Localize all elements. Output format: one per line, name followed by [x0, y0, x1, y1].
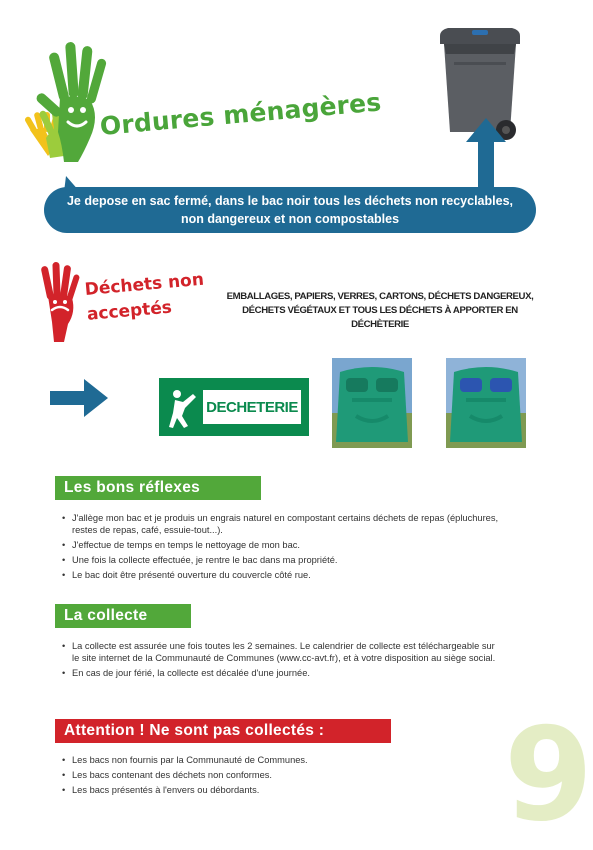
list-item: • En cas de jour férié, la collecte est décalée d'une journée. [62, 668, 502, 680]
composter-image [446, 358, 526, 448]
section-title-collecte: La collecte [55, 604, 191, 628]
list-item: • Les bacs contenant des déchets non conformes. [62, 770, 462, 782]
arrow-up-icon [466, 118, 506, 196]
decheterie-sign [159, 378, 309, 436]
section-title-reflexes: Les bons réflexes [55, 476, 261, 500]
red-hand-icon [38, 262, 80, 342]
section-title-attention: Attention ! Ne sont pas collectés : [55, 719, 391, 743]
list-item: • Les bacs non fournis par la Communauté de Communes. [62, 755, 462, 767]
reflexes-list [62, 513, 512, 586]
instruction-text: Je depose en sac fermé, dans le bac noir tous les déchets non recyclables, non dangereux et non compostables [66, 194, 513, 226]
page-title: Ordures ménagères [98, 87, 383, 141]
collecte-list [62, 641, 502, 683]
list-item: • Les bacs présentés à l'envers ou débordants. [62, 785, 462, 797]
recycling-figure-icon [165, 386, 199, 430]
list-item: • Le bac doit être présenté ouverture du couvercle côté rue. [62, 570, 512, 582]
composter-image [332, 358, 412, 448]
list-item: • Une fois la collecte effectuée, je rentre le bac dans ma propriété. [62, 555, 512, 567]
hands-logo-icon [24, 38, 114, 163]
refused-title: Déchets non acceptés [83, 269, 205, 325]
decheterie-label: DECHETERIE [206, 398, 298, 416]
list-item: • J'effectue de temps en temps le nettoyage de mon bac. [62, 540, 512, 552]
instruction-bubble [44, 187, 536, 233]
list-item: • J'allège mon bac et je produis un engrais naturel en compostant certains déchets de repas (épluchures, restes de repas, café, essuie-tout...). [62, 513, 512, 536]
attention-list [62, 755, 462, 801]
page-number: 9 [504, 701, 593, 850]
list-item: • La collecte est assurée une fois toutes les 2 semaines. Le calendrier de collecte est téléchargeable sur le site internet de la Communauté de Communes (www.cc-avt.fr), et à votre disposition au siège social. [62, 641, 502, 664]
refused-list: EMBALLAGES, PAPIERS, VERRES, CARTONS, DÉCHETS DANGEREUX, DÉCHETS VÉGÉTAUX ET TOUS LES DÉCHETS À APPORTER EN DÉCHÈTERIE [226, 291, 534, 330]
arrow-right-icon [50, 379, 108, 417]
